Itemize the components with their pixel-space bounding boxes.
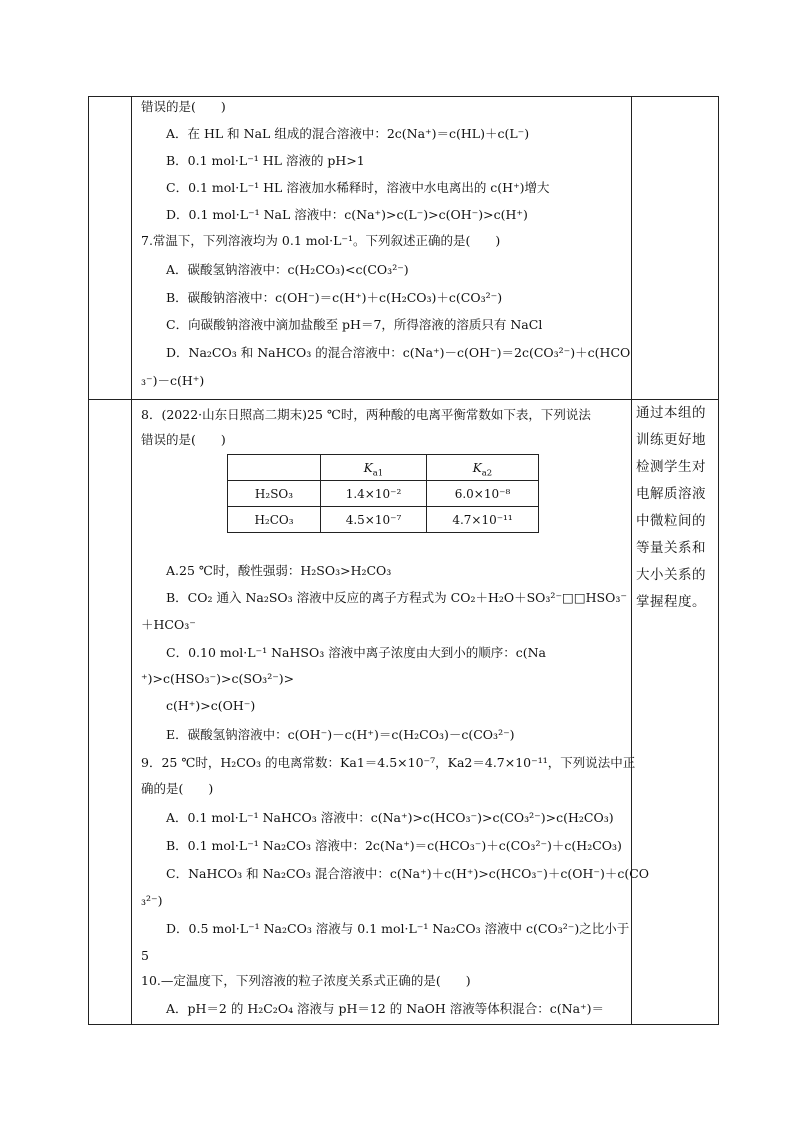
note-line: 等量关系和	[636, 540, 706, 556]
note-line: 中微粒间的	[636, 513, 706, 529]
table-row	[228, 507, 539, 533]
table-border-bottom	[88, 1024, 719, 1025]
q7-stem: 7.常温下，下列溶液均为 0.1 mol·L⁻¹。下列叙述正确的是( )	[141, 233, 501, 248]
note-line: 检测学生对	[636, 459, 706, 475]
q9-option-d-line1: D．0.5 mol·L⁻¹ Na₂CO₃ 溶液与 0.1 mol·L⁻¹ Na₂CO₃ 溶液中 c(CO₃²⁻)之比小于	[166, 921, 630, 936]
q6-option-d: D．0.1 mol·L⁻¹ NaL 溶液中：c(Na⁺)>c(L⁻)>c(OH⁻)>c(H⁺)	[166, 207, 528, 222]
column-divider-1	[131, 96, 132, 1025]
q6-option-b: B．0.1 mol·L⁻¹ HL 溶液的 pH>1	[166, 153, 365, 168]
ka1-value: 4.5×10⁻⁷	[321, 507, 427, 533]
q10-option-a: A．pH＝2 的 H₂C₂O₄ 溶液与 pH＝12 的 NaOH 溶液等体积混合：c(Na⁺)＝	[166, 1001, 605, 1016]
q7-option-a: A．碳酸氢钠溶液中：c(H₂CO₃)<c(CO₃²⁻)	[166, 262, 409, 277]
q10-stem: 10.—定温度下，下列溶液的粒子浓度关系式正确的是( )	[141, 973, 471, 988]
q9-stem-line1: 9．25 ℃时，H₂CO₃ 的电离常数：Ka1＝4.5×10⁻⁷，Ka2＝4.7×10⁻¹¹，下列说法中正	[141, 755, 636, 770]
q7-option-d-line2: ₃⁻)－c(H⁺)	[141, 373, 205, 388]
acid-name: H₂CO₃	[228, 507, 321, 533]
q8-option-c-line1: C．0.10 mol·L⁻¹ NaHSO₃ 溶液中离子浓度由大到小的顺序：c(Na	[166, 645, 546, 660]
table-border-right	[718, 96, 719, 1025]
teaching-note	[636, 400, 714, 616]
acid-name: H₂SO₃	[228, 481, 321, 507]
q9-option-d-line2: 5	[141, 948, 149, 963]
q8-option-c-line3: c(H⁺)>c(OH⁻)	[166, 698, 256, 713]
table-header-cell	[228, 455, 321, 481]
q9-stem-line2: 确的是( )	[141, 781, 214, 796]
ka2-value: 4.7×10⁻¹¹	[427, 507, 539, 533]
table-border-left	[88, 96, 89, 1025]
table-header-row	[228, 455, 539, 481]
q9-option-c-line1: C．NaHCO₃ 和 Na₂CO₃ 混合溶液中：c(Na⁺)＋c(H⁺)>c(HCO₃⁻)＋c(OH⁻)＋c(CO	[166, 866, 650, 881]
note-line: 训练更好地	[636, 432, 706, 448]
note-line: 通过本组的	[636, 405, 706, 421]
q7-option-b: B．碳酸钠溶液中：c(OH⁻)＝c(H⁺)＋c(H₂CO₃)＋c(CO₃²⁻)	[166, 290, 503, 305]
q8-option-b-line2: ＋HCO₃⁻	[141, 617, 196, 632]
q6-option-a: A．在 HL 和 NaL 组成的混合溶液中：2c(Na⁺)＝c(HL)＋c(L⁻)	[166, 126, 530, 141]
note-line: 大小关系的	[636, 567, 706, 583]
q9-option-b: B．0.1 mol·L⁻¹ Na₂CO₃ 溶液中：2c(Na⁺)＝c(HCO₃⁻)＋c(CO₃²⁻)＋c(H₂CO₃)	[166, 838, 622, 853]
ka1-value: 1.4×10⁻²	[321, 481, 427, 507]
note-line: 电解质溶液	[636, 486, 706, 502]
q8-stem-line2: 错误的是( )	[141, 432, 226, 447]
table-header-ka1: $K_{a1}$	[321, 455, 427, 481]
q7-option-c: C．向碳酸钠溶液中滴加盐酸至 pH＝7，所得溶液的溶质只有 NaCl	[166, 317, 543, 332]
q7-option-d-line1: D．Na₂CO₃ 和 NaHCO₃ 的混合溶液中：c(Na⁺)－c(OH⁻)＝2c(CO₃²⁻)＋c(HCO	[166, 345, 631, 360]
row-divider	[88, 399, 719, 400]
note-line: 掌握程度。	[636, 594, 706, 610]
q8-option-e: E．碳酸氢钠溶液中：c(OH⁻)－c(H⁺)＝c(H₂CO₃)－c(CO₃²⁻)	[166, 727, 515, 742]
ionization-constant-table	[227, 454, 539, 533]
table-border-top	[88, 96, 719, 97]
q8-option-c-line2: ⁺)>c(HSO₃⁻)>c(SO₃²⁻)>	[141, 671, 295, 686]
q9-option-a: A．0.1 mol·L⁻¹ NaHCO₃ 溶液中：c(Na⁺)>c(HCO₃⁻)>c(CO₃²⁻)>c(H₂CO₃)	[166, 810, 614, 825]
table-header-ka2: $K_{a2}$	[427, 455, 539, 481]
q9-option-c-line2: ₃²⁻)	[141, 893, 163, 908]
q6-tail: 错误的是( )	[141, 99, 226, 114]
table-row	[228, 481, 539, 507]
lesson-table	[88, 96, 719, 1025]
q6-option-c: C．0.1 mol·L⁻¹ HL 溶液加水稀释时，溶液中水电离出的 c(H⁺)增大	[166, 180, 550, 195]
column-divider-2	[631, 96, 632, 1025]
q8-option-b-line1: B．CO₂ 通入 Na₂SO₃ 溶液中反应的离子方程式为 CO₂＋H₂O＋SO₃²⁻□□HSO₃⁻	[166, 590, 627, 605]
q8-stem-line1: 8．(2022·山东日照高二期末)25 ℃时，两种酸的电离平衡常数如下表，下列说法	[141, 407, 591, 422]
ka2-value: 6.0×10⁻⁸	[427, 481, 539, 507]
q8-option-a: A.25 ℃时，酸性强弱：H₂SO₃>H₂CO₃	[166, 563, 392, 578]
